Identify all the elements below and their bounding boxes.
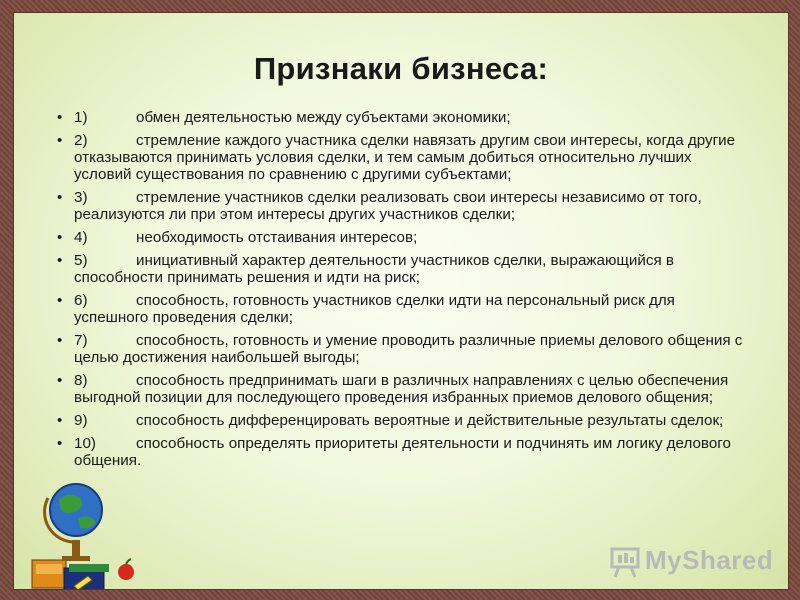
item-number: 5)	[74, 252, 88, 269]
item-text: обмен деятельностью между субъектами экономики;	[136, 109, 511, 126]
item-text: способность, готовность и умение проводить различные приемы делового общения с целью достижения наибольшей выгоды;	[74, 332, 743, 366]
list-item	[14, 132, 788, 183]
list-item	[14, 189, 788, 223]
list-item	[14, 109, 788, 126]
item-number: 10)	[74, 435, 96, 452]
list-item	[14, 229, 788, 246]
list-item	[14, 412, 788, 429]
item-number: 4)	[74, 229, 88, 246]
item-text: способность дифференцировать вероятные и действительные результаты сделок;	[136, 412, 724, 429]
item-text: способность определять приоритеты деятельности и подчинять им логику делового общения.	[74, 435, 731, 469]
presentation-board-icon	[609, 545, 643, 579]
item-number: 3)	[74, 189, 88, 206]
list-item	[14, 332, 788, 366]
bullet: •	[57, 332, 63, 349]
item-number: 6)	[74, 292, 88, 309]
slide	[13, 12, 789, 590]
slide-title: Признаки бизнеса:	[253, 51, 549, 86]
list-item	[14, 435, 788, 469]
list-item	[14, 252, 788, 286]
bullet: •	[57, 372, 63, 389]
watermark-text: MyShared	[645, 545, 774, 575]
bullet: •	[57, 252, 63, 269]
item-number: 9)	[74, 412, 88, 429]
item-text: способность предпринимать шаги в различных направлениях с целью обеспечения выгодной позиции для последующего проведения избранных приемов делового общения;	[74, 372, 729, 406]
list-item	[14, 372, 788, 406]
bullet: •	[57, 109, 63, 126]
bullet: •	[57, 132, 63, 149]
item-number: 1)	[74, 109, 88, 126]
item-text: стремление участников сделки реализовать свои интересы независимо от того, реализуются ли при этом интересы других участников сделки;	[74, 189, 702, 223]
item-text: необходимость отстаивания интересов;	[136, 229, 418, 246]
school-globe-books-clipart	[14, 468, 154, 590]
list-item	[14, 292, 788, 326]
bullet: •	[57, 412, 63, 429]
item-number: 7)	[74, 332, 88, 349]
bullet: •	[57, 435, 63, 452]
feature-list	[14, 109, 788, 475]
item-number: 8)	[74, 372, 88, 389]
item-number: 2)	[74, 132, 88, 149]
bullet: •	[57, 229, 63, 246]
item-text: способность, готовность участников сделки идти на персональный риск для успешного проведения сделки;	[74, 292, 675, 326]
bullet: •	[57, 292, 63, 309]
myshared-watermark	[607, 541, 777, 581]
item-text: стремление каждого участника сделки навязать другим свои интересы, когда другие отказываются принимать условия сделки, и тем самым добиться относительно лучших условий существования по сравнению с другими субъектами;	[74, 132, 736, 183]
item-text: инициативный характер деятельности участников сделки, выражающийся в способности принимать решения и идти на риск;	[74, 252, 674, 286]
bullet: •	[57, 189, 63, 206]
